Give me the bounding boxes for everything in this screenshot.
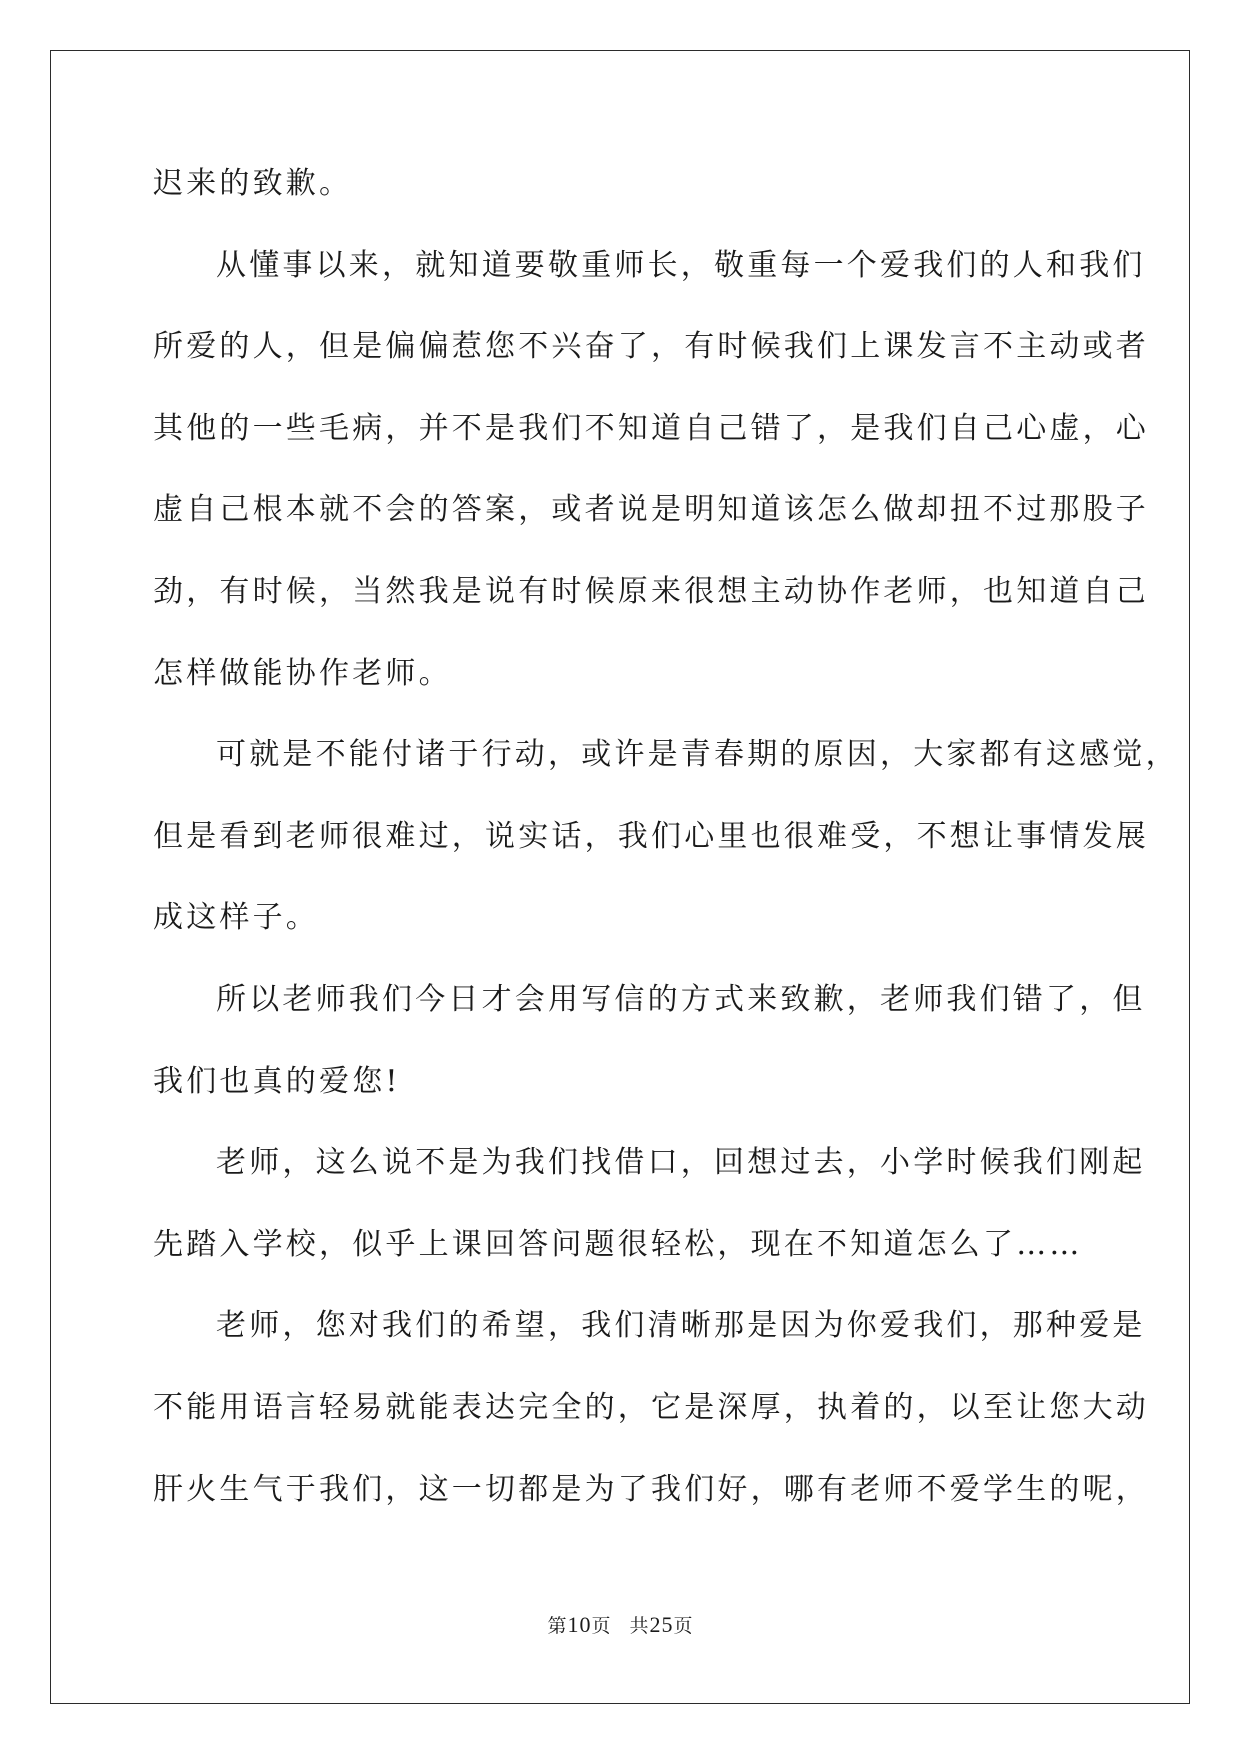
text-line-7: 怎样做能协作老师。 (153, 655, 452, 691)
text-line-13: 老师，这么说不是为我们找借口，回想过去，小学时候我们刚起 (216, 1145, 1146, 1181)
text-line-17: 肝火生气于我们，这一切都是为了我们好，哪有老师不爱学生的呢， (153, 1471, 1149, 1507)
footer-page-current: 10 (567, 1612, 592, 1637)
footer-page-prefix: 第 (547, 1615, 568, 1637)
text-line-4: 其他的一些毛病，并不是我们不知道自己错了，是我们自己心虚，心 (153, 410, 1149, 446)
text-line-3: 所爱的人，但是偏偏惹您不兴奋了，有时候我们上课发言不主动或者 (153, 329, 1149, 365)
text-line-16: 不能用语言轻易就能表达完全的，它是深厚，执着的，以至让您大动 (153, 1389, 1149, 1425)
footer-page-suffix: 页 (591, 1615, 612, 1637)
body-text (153, 164, 1179, 1551)
text-line-1: 迟来的致歉。 (153, 166, 353, 201)
text-line-12: 我们也真的爱您! (153, 1063, 401, 1099)
footer-total-suffix: 页 (673, 1615, 694, 1637)
text-line-11: 所以老师我们今日才会用写信的方式来致歉，老师我们错了，但 (216, 981, 1146, 1017)
text-line-10: 成这样子。 (153, 900, 319, 936)
text-line-2: 从懂事以来，就知道要敬重师长，敬重每一个爱我们的人和我们 (216, 247, 1146, 283)
footer-page-total: 25 (649, 1612, 674, 1637)
page-footer (0, 1611, 1241, 1638)
text-line-6: 劲，有时候，当然我是说有时候原来很想主动协作老师，也知道自己 (153, 573, 1149, 609)
footer-total-prefix: 共 (629, 1615, 650, 1637)
text-line-15: 老师，您对我们的希望，我们清晰那是因为你爱我们，那种爱是 (216, 1308, 1146, 1344)
text-line-9: 但是看到老师很难过，说实话，我们心里也很难受，不想让事情发展 (153, 818, 1149, 854)
text-line-14: 先踏入学校，似乎上课回答问题很轻松，现在不知道怎么了…… (153, 1226, 1083, 1262)
text-line-8: 可就是不能付诸于行动，或许是青春期的原因，大家都有这感觉， (216, 737, 1179, 773)
text-line-5: 虚自己根本就不会的答案，或者说是明知道该怎么做却扭不过那股子 (153, 492, 1149, 528)
